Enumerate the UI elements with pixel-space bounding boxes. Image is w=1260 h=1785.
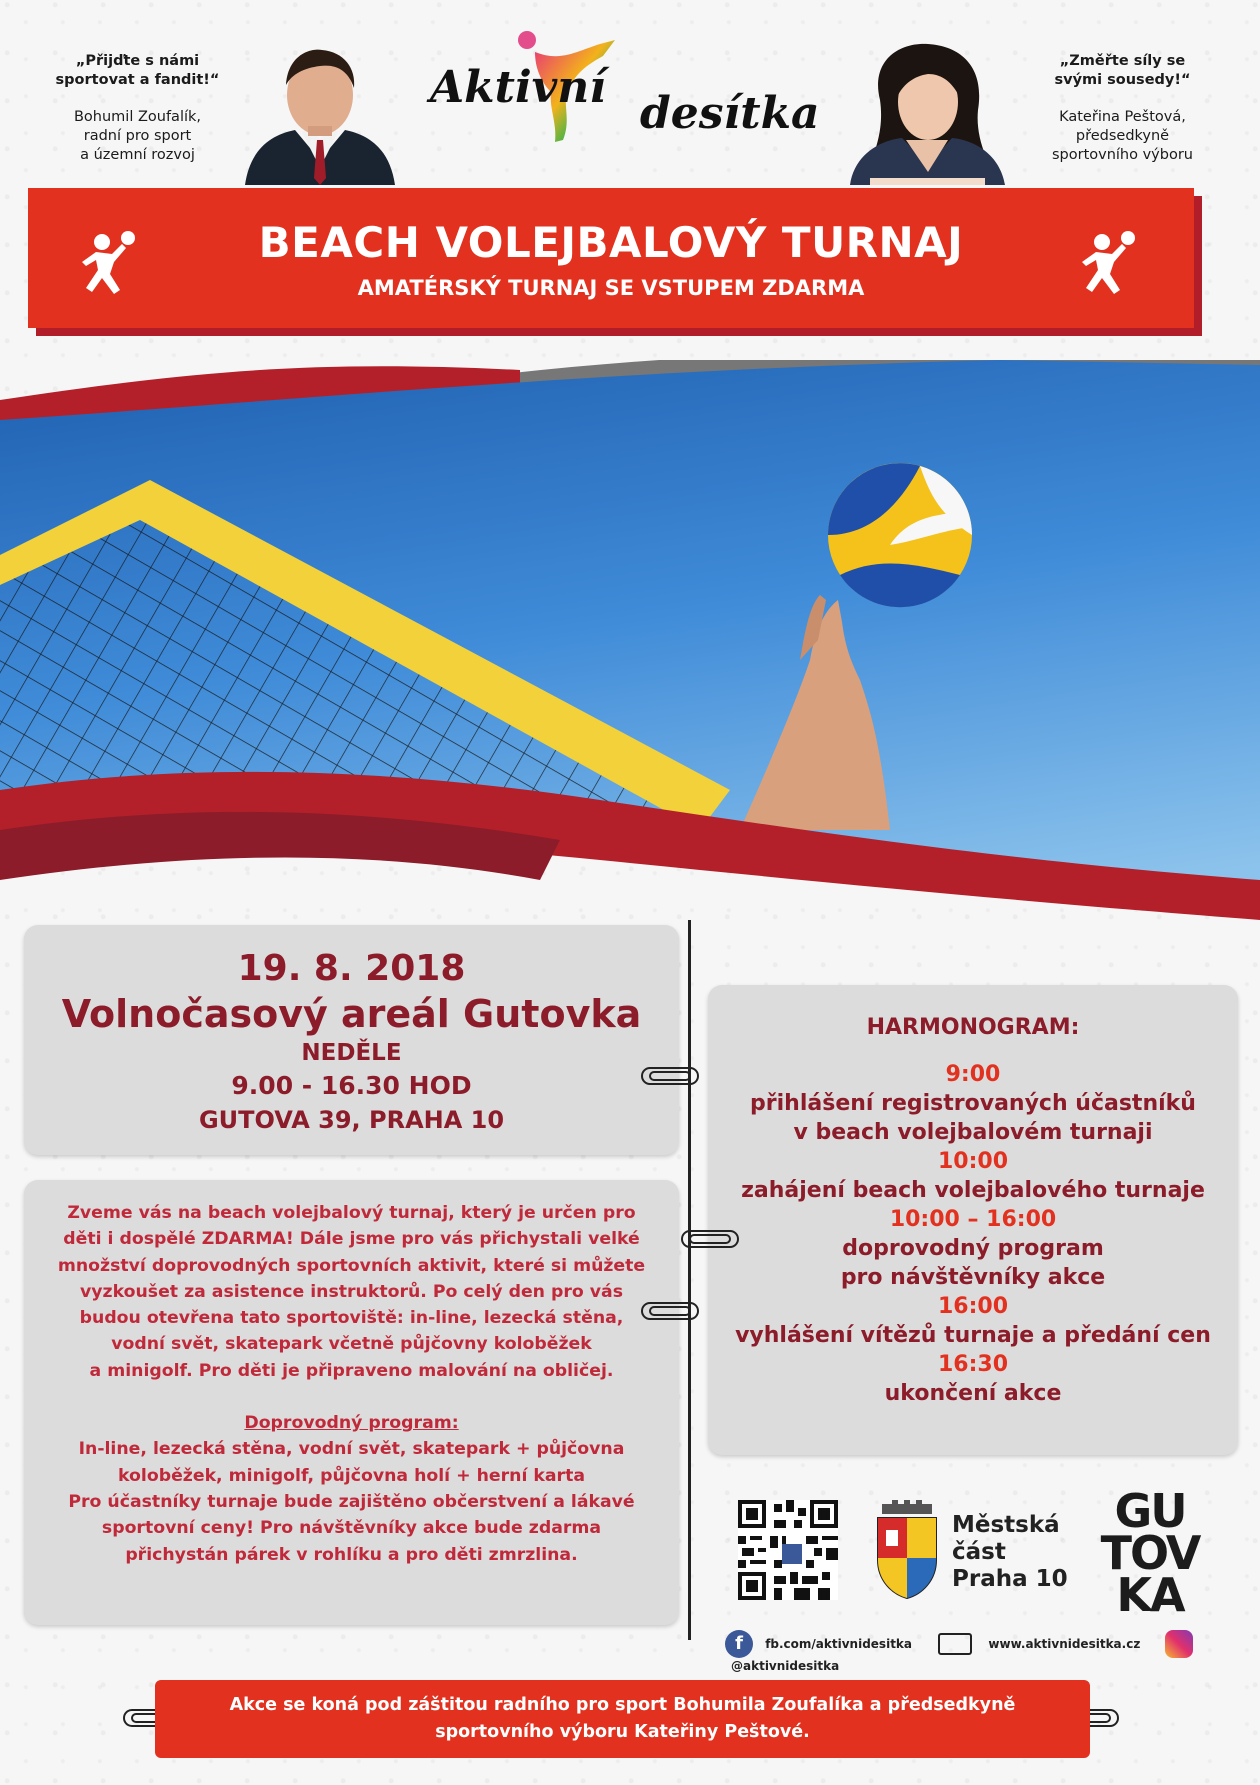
event-venue: Volnočasový areál Gutovka [61,992,642,1036]
left-quote-text: „Přijďte s námi sportovat a fandit!“ [55,53,220,88]
right-person-role-2: sportovního výboru [1051,147,1193,163]
description-line: a minigolf. Pro děti je připraveno malování na obličej. [89,1360,614,1381]
left-person-name: Bohumil Zoufalík, [73,109,202,125]
schedule-card [708,985,1238,1455]
right-person-role-1: předsedkyně [1075,128,1170,144]
description-line: Zveme vás na beach volejbalový turnaj, který je určen pro [67,1203,636,1223]
facebook-icon[interactable]: f [725,1630,753,1658]
logo-word-desitka: desítka [640,88,820,139]
program-line: sportovní ceny! Pro návštěvníky akce bude zdarma [101,1518,602,1539]
right-quote-text: „Změřte síly se svými sousedy!“ [1054,53,1191,88]
left-person-role-2: a územní rozvoj [80,147,195,163]
schedule-time: 10:00 [937,1149,1009,1174]
paperclip-icon [640,1065,702,1087]
title-banner [28,188,1194,328]
schedule-time: 10:00 – 16:00 [889,1207,1057,1232]
schedule-time: 16:30 [937,1352,1009,1377]
schedule-desc: vyhlášení vítězů turnaje a předání cen [735,1323,1211,1348]
paperclip-icon [680,1228,742,1250]
praha-line-3: Praha 10 [952,1566,1068,1592]
left-portrait [240,40,400,185]
schedule-desc: doprovodný program [842,1236,1104,1261]
left-quote-block [55,52,220,165]
gutovka-logo [1075,1484,1225,1622]
event-day: NEDĚLE [301,1040,402,1066]
praha-line-1: Městská [952,1512,1060,1538]
right-person-name: Kateřina Peštová, [1059,109,1186,125]
column-divider [688,920,691,1640]
praha-line-2: část [952,1539,1006,1565]
praha-10-label [952,1512,1068,1593]
left-person-role-1: radní pro sport [83,128,192,144]
program-line: přichystán párek v rohlíku a pro děti zmrzlina. [125,1544,578,1565]
event-info-card [24,925,679,1155]
gutovka-logo-line-3: KA [1116,1568,1184,1622]
program-line: koloběžek, minigolf, půjčovna holí + herní karta [118,1465,585,1486]
description-line: vyzkoušet za asistence instruktorů. Po celý den pro vás [80,1281,623,1302]
hero-photo [0,360,1260,1000]
event-subtitle: AMATÉRSKÝ TURNAJ SE VSTUPEM ZDARMA [357,276,865,300]
schedule-heading: HARMONOGRAM: [866,1015,1080,1040]
schedule-list [708,1060,1238,1408]
right-quote-block [1040,52,1205,165]
description-text [24,1200,679,1568]
event-time: 9.00 - 16.30 HOD [231,1071,472,1100]
schedule-desc: v beach volejbalovém turnaji [793,1120,1153,1145]
schedule-time: 9:00 [945,1062,1001,1087]
patronage-line-2: sportovního výboru Kateřiny Peštové. [435,1722,810,1742]
gutovka-logo-line-1: GU [1114,1484,1186,1538]
event-title: BEACH VOLEJBALOVÝ TURNAJ [258,218,964,267]
logo-word-aktivni: Aktivní [430,62,606,113]
praha-10-coat-of-arms [872,1500,942,1600]
volleyball-player-icon [1078,230,1142,296]
facebook-link[interactable]: fb.com/aktivnidesitka [765,1637,913,1651]
schedule-desc: přihlášení registrovaných účastníků [750,1091,1196,1116]
qr-code-icon[interactable] [738,1500,838,1600]
program-line: Pro účastníky turnaje bude zajištěno občerstvení a lákavé [68,1491,635,1512]
program-line: In-line, lezecká stěna, vodní svět, skatepark + půjčovna [78,1439,625,1460]
description-line: vodní svět, skatepark včetně půjčovny koloběžek [111,1334,592,1355]
instagram-icon[interactable] [1165,1630,1193,1658]
event-date: 19. 8. 2018 [237,948,466,989]
description-line: budou otevřena tato sportoviště: in-line, lezecká stěna, [79,1308,624,1329]
paperclip-icon [640,1300,702,1322]
gutovka-logo-line-2: TOV [1100,1526,1200,1580]
patronage-bar [155,1680,1090,1758]
schedule-desc: ukončení akce [884,1381,1062,1406]
schedule-time: 16:00 [937,1294,1009,1319]
description-line: děti i dospělé ZDARMA! Dále jsme pro vás přichystali velké [63,1229,640,1250]
event-address: GUTOVA 39, PRAHA 10 [198,1106,505,1134]
right-portrait [840,40,1015,185]
social-row [725,1630,1260,1673]
description-line: množství doprovodných sportovních aktivit, které si můžete [57,1255,646,1276]
program-heading: Doprovodný program: [244,1413,459,1434]
schedule-desc: zahájení beach volejbalového turnaje [741,1178,1205,1203]
schedule-desc: pro návštěvníky akce [840,1265,1106,1290]
website-link[interactable]: www.aktivnidesitka.cz [988,1637,1141,1651]
description-card [24,1180,679,1625]
instagram-link[interactable]: @aktivnidesitka [731,1658,840,1673]
computer-icon [938,1633,972,1655]
patronage-line-1: Akce se koná pod záštitou radního pro sport Bohumila Zoufalíka a předsedkyně [229,1695,1016,1715]
